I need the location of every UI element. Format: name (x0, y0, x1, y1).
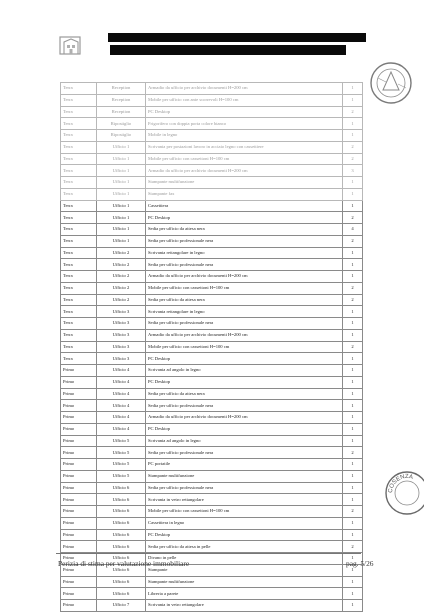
floor-cell: Terra (61, 235, 97, 247)
description-cell: Stampante fax (146, 188, 343, 200)
quantity-cell: 2 (343, 294, 363, 306)
description-cell: Divano in pelle (146, 553, 343, 565)
room-cell: Ufficio 1 (97, 153, 146, 165)
table-row (61, 212, 363, 224)
table-row (61, 353, 363, 365)
quantity-cell: 1 (343, 482, 363, 494)
description-cell: Stampante multifunzione (146, 470, 343, 482)
description-cell: Stampante (146, 564, 343, 576)
room-cell: Ufficio 2 (97, 259, 146, 271)
room-cell: Ufficio 6 (97, 494, 146, 506)
table-row (61, 435, 363, 447)
description-cell: Cassettiera (146, 200, 343, 212)
table-row (61, 470, 363, 482)
room-cell: Ufficio 6 (97, 553, 146, 565)
floor-cell: Primo (61, 447, 97, 459)
table-row (61, 318, 363, 330)
description-cell: PC Desktop (146, 212, 343, 224)
quantity-cell: 1 (343, 177, 363, 189)
room-cell: Ripostiglio (97, 118, 146, 130)
description-cell: Mobile per ufficio con cassettoni H=100 cm (146, 506, 343, 518)
floor-cell: Terra (61, 200, 97, 212)
room-cell: Ripostiglio (97, 130, 146, 142)
quantity-cell: 1 (343, 83, 363, 95)
quantity-cell: 1 (343, 353, 363, 365)
floor-cell: Terra (61, 247, 97, 259)
quantity-cell: 2 (343, 153, 363, 165)
quantity-cell: 1 (343, 329, 363, 341)
quantity-cell: 2 (343, 282, 363, 294)
room-cell: Ufficio 6 (97, 506, 146, 518)
table-row (61, 235, 363, 247)
quantity-cell: 2 (343, 141, 363, 153)
room-cell: Ufficio 4 (97, 412, 146, 424)
redacted-header-line-2 (110, 45, 346, 55)
table-row (61, 329, 363, 341)
quantity-cell: 1 (343, 318, 363, 330)
quantity-cell: 2 (343, 541, 363, 553)
floor-cell: Primo (61, 470, 97, 482)
floor-cell: Terra (61, 83, 97, 95)
description-cell: Scrivania per postazioni lavoro in acciaio legno con cassettiere (146, 141, 343, 153)
floor-cell: Terra (61, 271, 97, 283)
description-cell: Stampante multifunzione (146, 576, 343, 588)
room-cell: Ufficio 6 (97, 482, 146, 494)
quantity-cell: 2 (343, 447, 363, 459)
room-cell: Ufficio 4 (97, 388, 146, 400)
description-cell: Scrivania in vetro rettangolare (146, 600, 343, 612)
floor-cell: Primo (61, 517, 97, 529)
table-row (61, 365, 363, 377)
footer-divider (56, 553, 361, 554)
table-row (61, 177, 363, 189)
description-cell: Mobile per ufficio con cassettoni H=100 cm (146, 282, 343, 294)
floor-cell: Terra (61, 106, 97, 118)
room-cell: Ufficio 1 (97, 212, 146, 224)
room-cell: Ufficio 5 (97, 435, 146, 447)
description-cell: Scrivania ad angolo in legno (146, 365, 343, 377)
quantity-cell: 1 (343, 388, 363, 400)
table-row (61, 106, 363, 118)
table-row (61, 459, 363, 471)
quantity-cell: 1 (343, 247, 363, 259)
quantity-cell: 1 (343, 130, 363, 142)
description-cell: Cassettiera in legno (146, 517, 343, 529)
table-row (61, 188, 363, 200)
quantity-cell: 1 (343, 459, 363, 471)
quantity-cell: 2 (343, 506, 363, 518)
table-row (61, 423, 363, 435)
description-cell: Frigorifero con doppia porta colore bianco (146, 118, 343, 130)
description-cell: Armadio da ufficio per archivio documenti H=200 cm (146, 83, 343, 95)
quantity-cell: 1 (343, 376, 363, 388)
table-row (61, 130, 363, 142)
room-cell: Reception (97, 83, 146, 95)
description-cell: Sedia per ufficio professionale nera (146, 482, 343, 494)
description-cell: Scrivania rettangolare in legno (146, 306, 343, 318)
description-cell: Sedia per ufficio da attesa in pelle (146, 541, 343, 553)
room-cell: Ufficio 3 (97, 306, 146, 318)
quantity-cell: 1 (343, 494, 363, 506)
table-row (61, 94, 363, 106)
quantity-cell: 1 (343, 529, 363, 541)
floor-cell: Primo (61, 541, 97, 553)
room-cell: Reception (97, 106, 146, 118)
description-cell: Armadio da ufficio per archivio documenti H=200 cm (146, 412, 343, 424)
table-row (61, 376, 363, 388)
floor-cell: Terra (61, 259, 97, 271)
building-logo-icon (58, 34, 84, 56)
room-cell: Ufficio 7 (97, 600, 146, 612)
room-cell: Ufficio 2 (97, 247, 146, 259)
page-number: pag. 5/26 (346, 559, 374, 568)
description-cell: PC Desktop (146, 106, 343, 118)
quantity-cell: 1 (343, 564, 363, 576)
floor-cell: Terra (61, 306, 97, 318)
description-cell: Scrivania rettangolare in legno (146, 247, 343, 259)
description-cell: Sedia per ufficio professionale nera (146, 259, 343, 271)
table-row (61, 271, 363, 283)
room-cell: Ufficio 4 (97, 376, 146, 388)
room-cell: Ufficio 6 (97, 541, 146, 553)
table-row (61, 141, 363, 153)
floor-cell: Primo (61, 365, 97, 377)
quantity-cell: 2 (343, 341, 363, 353)
footer-title: Perizia di stima per valutazione immobiliare (58, 559, 190, 568)
room-cell: Ufficio 2 (97, 282, 146, 294)
table-row (61, 224, 363, 236)
room-cell: Ufficio 1 (97, 188, 146, 200)
room-cell: Reception (97, 94, 146, 106)
floor-cell: Terra (61, 282, 97, 294)
description-cell: Sedia per ufficio professionale nera (146, 447, 343, 459)
seal-text: COSENZA (387, 473, 414, 494)
inventory-table-body (61, 83, 363, 612)
description-cell: PC Desktop (146, 353, 343, 365)
table-row (61, 541, 363, 553)
description-cell: Mobile per ufficio con cassettoni H=100 cm (146, 341, 343, 353)
description-cell: PC Desktop (146, 376, 343, 388)
room-cell: Ufficio 4 (97, 365, 146, 377)
table-row (61, 482, 363, 494)
quantity-cell: 1 (343, 306, 363, 318)
description-cell: Libreria a parete (146, 588, 343, 600)
quantity-cell: 1 (343, 576, 363, 588)
quantity-cell: 1 (343, 470, 363, 482)
floor-cell: Primo (61, 564, 97, 576)
floor-cell: Terra (61, 153, 97, 165)
quantity-cell: 4 (343, 224, 363, 236)
table-row (61, 412, 363, 424)
table-row (61, 247, 363, 259)
inventory-table (60, 82, 363, 612)
quantity-cell: 1 (343, 600, 363, 612)
table-row (61, 294, 363, 306)
floor-cell: Primo (61, 459, 97, 471)
floor-cell: Primo (61, 388, 97, 400)
description-cell: Armadio da ufficio per archivio documenti H=200 cm (146, 165, 343, 177)
room-cell: Ufficio 5 (97, 459, 146, 471)
table-row (61, 494, 363, 506)
floor-cell: Terra (61, 318, 97, 330)
table-row (61, 341, 363, 353)
circular-seal-icon (368, 60, 414, 106)
room-cell: Ufficio 1 (97, 165, 146, 177)
table-row (61, 200, 363, 212)
room-cell: Ufficio 6 (97, 564, 146, 576)
quantity-cell: 2 (343, 106, 363, 118)
floor-cell: Terra (61, 329, 97, 341)
description-cell: PC Desktop (146, 423, 343, 435)
room-cell: Ufficio 6 (97, 529, 146, 541)
quantity-cell: 1 (343, 553, 363, 565)
table-row (61, 282, 363, 294)
floor-cell: Terra (61, 130, 97, 142)
table-row (61, 259, 363, 271)
description-cell: Sedia per ufficio professionale nera (146, 235, 343, 247)
description-cell: Sedia per ufficio da attesa nera (146, 388, 343, 400)
description-cell: Armadio da ufficio per archivio documenti H=200 cm (146, 271, 343, 283)
table-row (61, 153, 363, 165)
table-row (61, 600, 363, 612)
description-cell: Armadio da ufficio per archivio documenti H=200 cm (146, 329, 343, 341)
quantity-cell: 1 (343, 259, 363, 271)
quantity-cell: 1 (343, 118, 363, 130)
table-row (61, 306, 363, 318)
quantity-cell: 1 (343, 435, 363, 447)
description-cell: Sedia per ufficio da attesa nera (146, 294, 343, 306)
room-cell: Ufficio 3 (97, 329, 146, 341)
floor-cell: Primo (61, 553, 97, 565)
floor-cell: Primo (61, 482, 97, 494)
description-cell: Mobile in legno (146, 130, 343, 142)
quantity-cell: 1 (343, 188, 363, 200)
room-cell: Ufficio 2 (97, 271, 146, 283)
floor-cell: Terra (61, 341, 97, 353)
floor-cell: Primo (61, 600, 97, 612)
table-row (61, 529, 363, 541)
room-cell: Ufficio 4 (97, 423, 146, 435)
table-row (61, 388, 363, 400)
description-cell: Scrivania in vetro rettangolare (146, 494, 343, 506)
floor-cell: Primo (61, 588, 97, 600)
room-cell: Ufficio 5 (97, 470, 146, 482)
floor-cell: Terra (61, 118, 97, 130)
floor-cell: Terra (61, 188, 97, 200)
table-row (61, 118, 363, 130)
floor-cell: Terra (61, 165, 97, 177)
table-row (61, 588, 363, 600)
table-row (61, 83, 363, 95)
room-cell: Ufficio 1 (97, 224, 146, 236)
room-cell: Ufficio 3 (97, 318, 146, 330)
floor-cell: Terra (61, 224, 97, 236)
description-cell: Sedia per ufficio professionale nera (146, 400, 343, 412)
room-cell: Ufficio 3 (97, 341, 146, 353)
quantity-cell: 1 (343, 94, 363, 106)
quantity-cell: 1 (343, 423, 363, 435)
quantity-cell: 1 (343, 412, 363, 424)
redacted-header-line-1 (108, 33, 366, 42)
description-cell: Sedia per ufficio da attesa nera (146, 224, 343, 236)
quantity-cell: 1 (343, 588, 363, 600)
floor-cell: Terra (61, 353, 97, 365)
floor-cell: Primo (61, 376, 97, 388)
room-cell: Ufficio 1 (97, 200, 146, 212)
floor-cell: Primo (61, 494, 97, 506)
floor-cell: Primo (61, 529, 97, 541)
quantity-cell: 1 (343, 271, 363, 283)
floor-cell: Primo (61, 400, 97, 412)
floor-cell: Primo (61, 506, 97, 518)
floor-cell: Terra (61, 94, 97, 106)
table-row (61, 517, 363, 529)
room-cell: Ufficio 4 (97, 400, 146, 412)
floor-cell: Terra (61, 212, 97, 224)
room-cell: Ufficio 1 (97, 141, 146, 153)
description-cell: Sedia per ufficio professionale nera (146, 318, 343, 330)
floor-cell: Primo (61, 435, 97, 447)
room-cell: Ufficio 2 (97, 294, 146, 306)
circular-seal-icon (384, 470, 424, 516)
quantity-cell: 2 (343, 212, 363, 224)
table-row (61, 400, 363, 412)
floor-cell: Primo (61, 576, 97, 588)
quantity-cell: 2 (343, 235, 363, 247)
table-row (61, 506, 363, 518)
floor-cell: Terra (61, 141, 97, 153)
table-row (61, 447, 363, 459)
floor-cell: Primo (61, 412, 97, 424)
room-cell: Ufficio 6 (97, 517, 146, 529)
room-cell: Ufficio 1 (97, 177, 146, 189)
description-cell: Mobile per ufficio con cassettoni H=100 cm (146, 153, 343, 165)
description-cell: Mobile per ufficio con ante scorrevoli H=100 cm (146, 94, 343, 106)
table-row (61, 165, 363, 177)
room-cell: Ufficio 5 (97, 447, 146, 459)
room-cell: Ufficio 6 (97, 576, 146, 588)
room-cell: Ufficio 3 (97, 353, 146, 365)
room-cell: Ufficio 6 (97, 588, 146, 600)
quantity-cell: 1 (343, 200, 363, 212)
floor-cell: Terra (61, 177, 97, 189)
table-row (61, 576, 363, 588)
floor-cell: Primo (61, 423, 97, 435)
quantity-cell: 3 (343, 165, 363, 177)
quantity-cell: 1 (343, 365, 363, 377)
room-cell: Ufficio 1 (97, 235, 146, 247)
floor-cell: Terra (61, 294, 97, 306)
description-cell: PC Desktop (146, 529, 343, 541)
quantity-cell: 1 (343, 517, 363, 529)
description-cell: Stampante multifunzione (146, 177, 343, 189)
quantity-cell: 1 (343, 400, 363, 412)
description-cell: PC portatile (146, 459, 343, 471)
description-cell: Scrivania ad angolo in legno (146, 435, 343, 447)
